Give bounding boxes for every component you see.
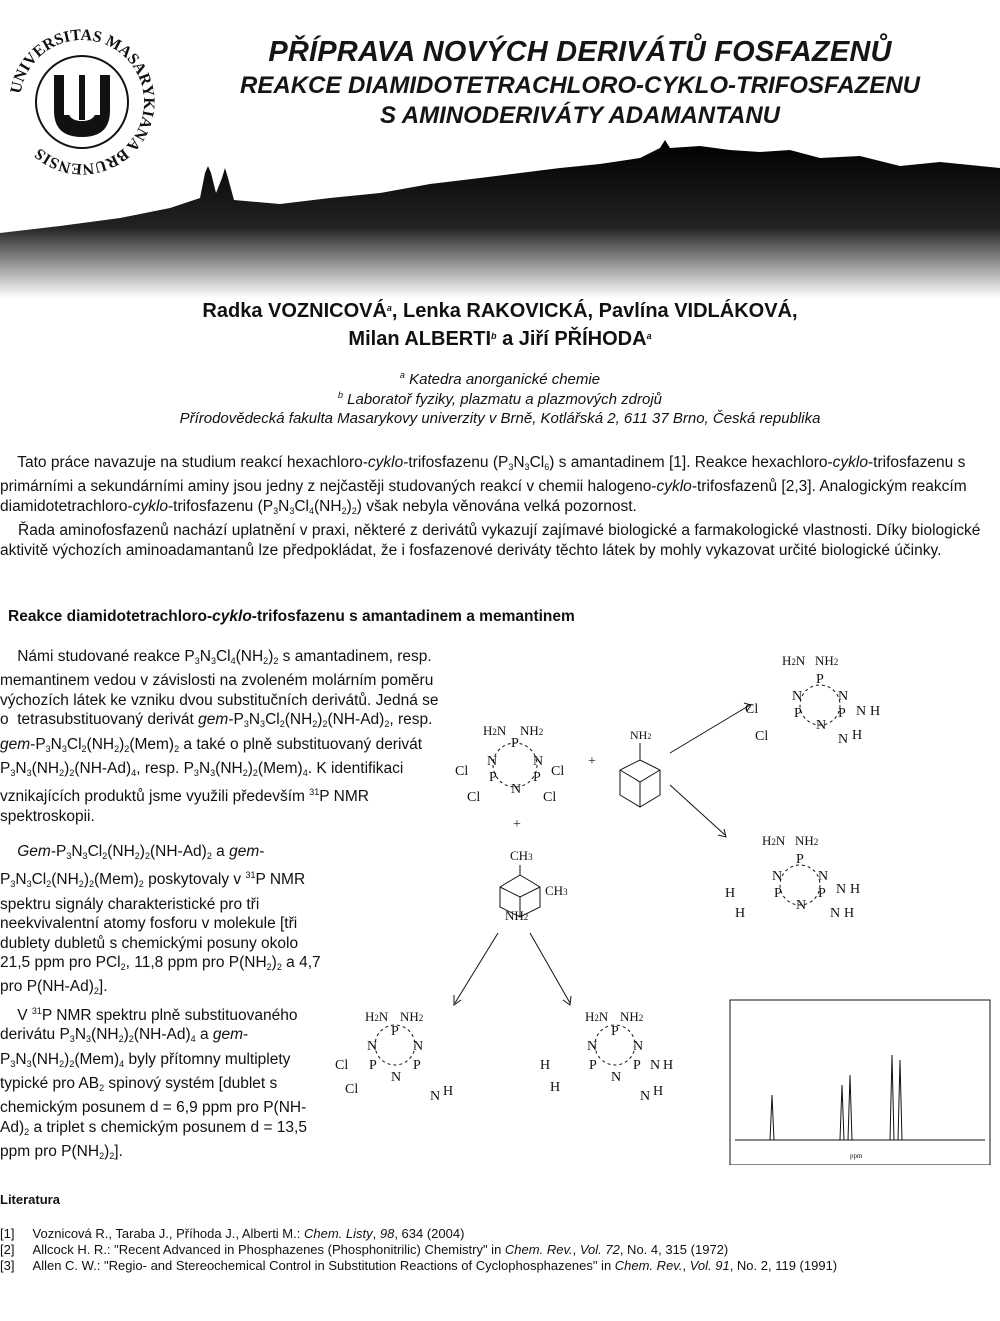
svg-text:N: N (533, 754, 544, 769)
intro-text (0, 453, 996, 560)
svg-text:CH3: CH3 (545, 883, 568, 898)
reference-2: [2] Allcock H. R.: "Recent Advanced in Phosphazenes (Phosphonitrilic) Chemistry" in Chem. Rev., Vol. 72, No. 4, 315 (1972) (0, 1242, 729, 1257)
svg-text:N: N (796, 898, 807, 913)
nmr-spectrum (730, 1000, 990, 1165)
svg-text:N: N (816, 718, 827, 733)
svg-text:H: H (663, 1058, 674, 1073)
svg-text:N: N (391, 1070, 402, 1085)
svg-text:H2N: H2N (365, 1009, 389, 1024)
svg-text:H: H (844, 906, 855, 921)
product-tetra-adamantyl (725, 833, 860, 921)
svg-text:+: + (513, 817, 521, 832)
affiliation-text: Katedra anorganické chemie (409, 371, 601, 388)
logo-text: UNIVERSITAS MASARYKIANA BRUNENSIS (7, 26, 158, 178)
svg-text:N: N (413, 1039, 424, 1054)
column-paragraph-2: Gem-$P_3N_3Cl_2(NH_2)_2(NH-Ad)_2$ a gem-$P_3N_3Cl_2(NH_2)_2(Mem)_2$ poskytovaly v $^{31}$P NMR spektru signály charakteristické pro tři neekvivalentní atomy fosforu v molekule [tři dublety dubletů s chemickými posuny okolo 21,5 ppm pro PCl$_2$, 11,8 ppm pro $P(NH_2)_2$ a 4,7 pro $P(NH-Ad)_2$]. V $^{31}$P NMR spektru plně substituovaného derivátu $P_3N_3(NH_2)_2(NH-Ad)_4$ a gem-$P_3N_3(NH_2)_2(Mem)_4$ byly přítomny multiplety typické pro $AB_2$ spinový systém [dublet s chemickým posunem d = 6,9 ppm pro $P(NH-Ad)_2$ a triplet s chemickým posunem d = 13,5 ppm pro $P(NH_2)_2$]. (0, 843, 321, 1162)
svg-text:P: P (533, 770, 541, 785)
reaction-scheme (330, 645, 1000, 1165)
reference-1: [1] Voznicová R., Taraba J., Příhoda J., Alberti M.: Chem. Listy, 98, 634 (2004) (0, 1226, 465, 1241)
svg-text:Cl: Cl (467, 790, 481, 805)
svg-text:Cl: Cl (745, 702, 759, 717)
svg-text:P: P (633, 1058, 641, 1073)
svg-text:Cl: Cl (345, 1082, 359, 1097)
svg-text:P: P (611, 1024, 619, 1039)
svg-text:N: N (838, 689, 849, 704)
product-dichloro-memantyl (335, 1009, 453, 1104)
svg-text:H: H (653, 1084, 664, 1099)
affiliation-mark: a (386, 303, 392, 313)
svg-text:N: N (650, 1058, 661, 1073)
svg-text:H2N: H2N (585, 1009, 609, 1024)
authors-line-2 (0, 328, 1000, 351)
svg-text:P: P (818, 886, 826, 901)
column-paragraph-1: Námi studované reakce $P_3N_3Cl_4(NH_2)_2$ s amantadinem, resp. memantinem vedou v závislosti na zvoleném molárním poměru výchozích látek ke vzniku dvou substitučních derivátů. Jedná se o tetrasubstituovaný derivát gem-$P_3N_3Cl_2(NH_2)_2(NH-Ad)_2$, resp. gem-$P_3N_3Cl_2(NH_2)_2(Mem)_2$ a také o plně substituovaný derivát $P_3N_3(NH_2)_2(NH-Ad)_4$, resp. $P_3N_3(NH_2)_2(Mem)_4$. K identifikaci vznikajících produktů jsme využili především $^{31}$P NMR spektroskopii. (0, 648, 439, 825)
svg-text:P: P (816, 672, 824, 687)
svg-text:P: P (774, 886, 782, 901)
svg-text:P: P (413, 1058, 421, 1073)
literature-heading: Literatura (0, 1192, 60, 1207)
author-name: Milan ALBERTI (348, 328, 492, 350)
svg-text:N: N (818, 869, 829, 884)
svg-text:P: P (838, 706, 846, 721)
reference-number: [1] (0, 1226, 15, 1241)
affiliation-a (0, 370, 1000, 388)
svg-text:N: N (611, 1070, 622, 1085)
author-names: , Lenka RAKOVICKÁ, Pavlína VIDLÁKOVÁ, (391, 300, 798, 322)
svg-text:N: N (838, 732, 849, 747)
svg-text:H: H (550, 1080, 561, 1095)
svg-text:H2N: H2N (782, 653, 806, 668)
svg-text:H: H (725, 886, 736, 901)
affiliation-mark: b (491, 331, 497, 341)
svg-text:Cl: Cl (755, 729, 769, 744)
product-dichloro-adamantyl (745, 653, 880, 747)
affiliation-mark: a (646, 331, 652, 341)
svg-text:NH2: NH2 (630, 728, 652, 742)
product-tetra-memantyl (540, 1009, 673, 1104)
svg-text:H: H (443, 1084, 454, 1099)
svg-text:P: P (369, 1058, 377, 1073)
intro-paragraph-1: Tato práce navazuje na studium reakcí hexachloro-cyklo-trifosfazenu $(P_3N_3Cl_6)$ s amantadinem [1]. Reakce hexachloro-cyklo-trifosfazenu s primárními a sekundárními aminy jsou jedny z nejčastěji studovaných reakcí v chemii halogeno-cyklo-trifosfazenů [2,3]. Analogickým reakcím diamidotetrachloro-cyklo-trifosfazenu $(P_3N_3Cl_4(NH_2)_2)$ však nebyla věnována velká pozornost. (0, 454, 967, 516)
author-name: Radka VOZNICOVÁ (202, 300, 387, 322)
svg-text:Cl: Cl (551, 764, 565, 779)
svg-text:N: N (511, 782, 522, 797)
svg-text:H: H (850, 882, 861, 897)
affiliation-mark: b (337, 390, 343, 400)
section-heading: Reakce diamidotetrachloro-cyklo-trifosfazenu s amantadinem a memantinem (8, 608, 575, 625)
svg-text:N: N (772, 869, 783, 884)
svg-text:N: N (430, 1089, 441, 1104)
amantadine-structure (620, 728, 660, 807)
svg-text:N: N (633, 1039, 644, 1054)
svg-text:H2N: H2N (483, 723, 507, 738)
svg-text:P: P (391, 1024, 399, 1039)
poster-subtitle-2: S AMINODERIVÁTY ADAMANTANU (380, 102, 780, 129)
svg-text:P: P (589, 1058, 597, 1073)
svg-text:NH2: NH2 (815, 653, 839, 668)
svg-text:H: H (540, 1058, 551, 1073)
svg-text:H: H (852, 728, 863, 743)
svg-text:Cl: Cl (455, 764, 469, 779)
svg-text:N: N (830, 906, 841, 921)
svg-text:N: N (792, 689, 803, 704)
affiliation-b (0, 390, 1000, 408)
reference-number: [3] (0, 1258, 15, 1273)
author-name: a Jiří PŘÍHODA (496, 328, 647, 350)
affiliation-c: Přírodovědecká fakulta Masarykovy univerzity v Brně, Kotlářská 2, 611 37 Brno, Česká republika (179, 410, 821, 427)
svg-text:Cl: Cl (543, 790, 557, 805)
svg-text:+: + (588, 754, 596, 769)
authors-line-1 (0, 300, 1000, 323)
poster-subtitle-1: REAKCE DIAMIDOTETRACHLORO-CYKLO-TRIFOSFAZENU (240, 72, 920, 99)
poster-title: PŘÍPRAVA NOVÝCH DERIVÁTŮ FOSFAZENŮ (268, 36, 892, 68)
reaction-arrows (454, 703, 751, 1005)
svg-text:NH2: NH2 (795, 833, 819, 848)
svg-text:Cl: Cl (335, 1058, 349, 1073)
affiliation-text: Laboratoř fyziky, plazmatu a plazmových zdrojů (347, 391, 663, 408)
svg-text:P: P (489, 770, 497, 785)
svg-text:H: H (735, 906, 746, 921)
svg-text:P: P (794, 706, 802, 721)
svg-text:N: N (487, 754, 498, 769)
svg-text:NH2: NH2 (520, 723, 544, 738)
memantine-structure (500, 848, 568, 923)
brno-skyline-image (0, 138, 1000, 298)
svg-text:CH3: CH3 (510, 848, 533, 863)
svg-text:N: N (836, 882, 847, 897)
reference-3: [3] Allen C. W.: "Regio- and Stereochemical Control in Substitution Reactions of Cyclophosphazenes" in Chem. Rev., Vol. 91, No. 2, 119 (1991) (0, 1258, 838, 1273)
svg-text:NH2: NH2 (620, 1009, 644, 1024)
intro-paragraph-2: Řada aminofosfazenů nachází uplatnění v praxi, některé z derivátů vykazují zajímavé biologické a farmakologické vlastnosti. Díky biologické aktivitě výchozích aminoadamantanů lze předpokládat, že i fosfazenové deriváty těchto látek by mohly vykazovat určité biologické účinky. (0, 522, 981, 559)
svg-text:H: H (870, 704, 881, 719)
svg-text:N: N (367, 1039, 378, 1054)
affiliation-mark: a (399, 370, 405, 380)
svg-text:N: N (587, 1039, 598, 1054)
svg-text:NH2: NH2 (505, 908, 529, 923)
svg-text:NH2: NH2 (400, 1009, 424, 1024)
svg-text:N: N (856, 704, 867, 719)
svg-text:N: N (640, 1089, 651, 1104)
starting-phosphazene (455, 723, 564, 805)
svg-text:P: P (511, 736, 519, 751)
svg-text:H2N: H2N (762, 833, 786, 848)
spectrum-axis-label: ppm (850, 1152, 863, 1160)
reference-number: [2] (0, 1242, 15, 1257)
svg-text:P: P (796, 852, 804, 867)
